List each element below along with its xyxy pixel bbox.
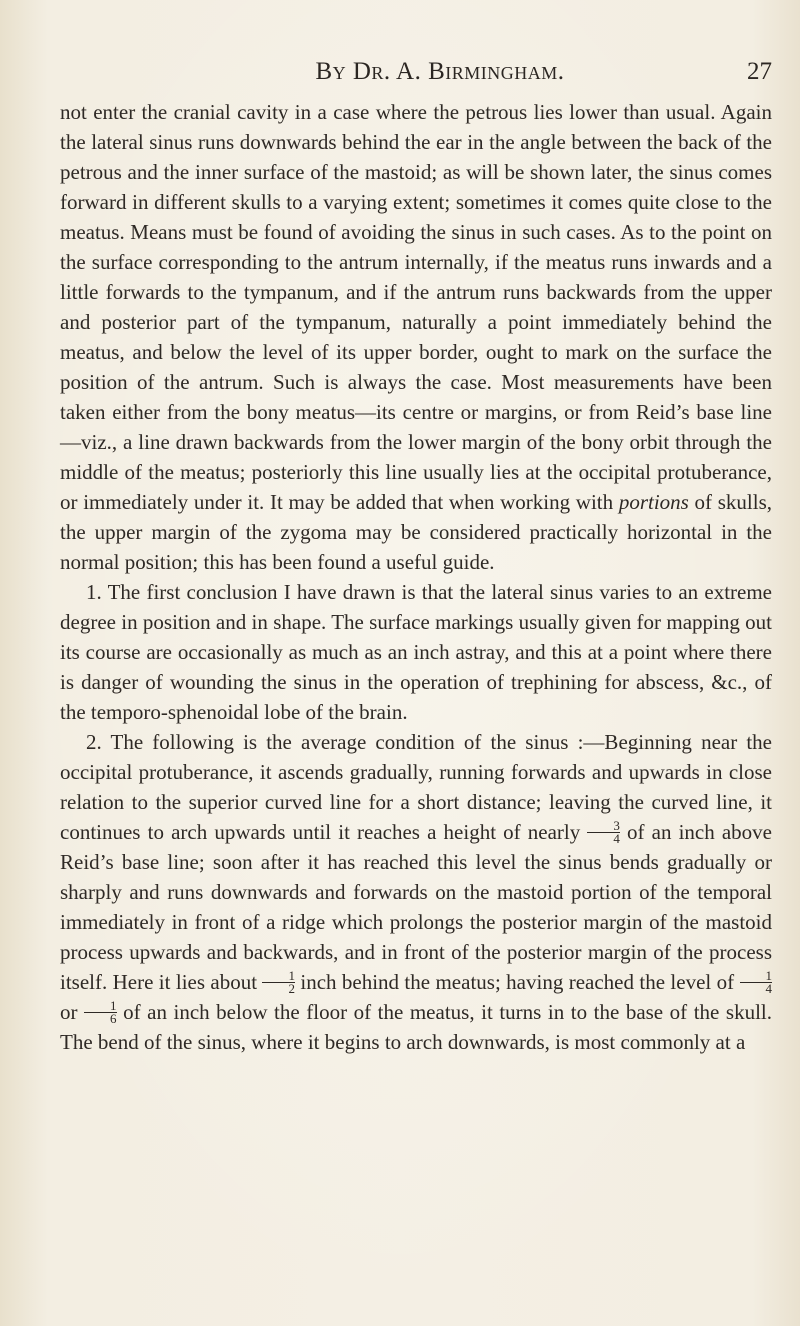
- fraction-numerator: 1: [262, 970, 295, 983]
- italic-word: portions: [618, 490, 689, 514]
- paragraph-continuation: [60, 97, 772, 577]
- paragraph-text: 1. The first conclusion I have drawn is that the lateral sinus varies to an extreme degree in position and in shape. The surface markings usually given for mapping out its course are occasionally as much as an inch astray, and this at a point where there is danger of wounding the sinus in the operation of trephining for abscess, &c., of the temporo-sphenoidal lobe of the brain.: [60, 580, 772, 724]
- fraction-numerator: 1: [84, 1000, 117, 1013]
- fraction: [587, 817, 620, 846]
- fraction-denominator: 2: [288, 980, 295, 996]
- paragraph-text: of an inch above Reid’s base line; soon after it has reached this level the sinus bends gradually or sharply and runs downwards and forwards on the mastoid portion of the temporal immediately in front of a ridge which prolongs the posterior margin of the mastoid process upwards and backwards, and in front of the posterior margin of the process itself. Here it lies about: [60, 820, 772, 994]
- running-head: By Dr. A. Birmingham.: [315, 58, 565, 85]
- paragraph-text: or: [60, 1000, 85, 1024]
- paragraph-text: not enter the cranial cavity in a case where the petrous lies lower than usual. Again the lateral sinus runs downwards behind the ear in the angle between the back of the petrous and the inner surface of the mastoid; as will be shown later, the sinus comes forward in different skulls to a varying extent; sometimes it comes quite close to the meatus. Means must be found of avoiding the sinus in such cases. As to the point on the surface corresponding to the antrum internally, if the meatus runs inwards and a little forwards to the tympanum, and if the antrum runs backwards from the upper and posterior part of the tympanum, naturally a point immediately behind the meatus, and below the level of its upper border, ought to mark on the surface the position of the antrum. Such is always the case. Most measurements have been taken either from the bony meatus—its centre or margins, or from Reid’s base line—viz., a line drawn backwards from the lower margin of the bony orbit through the middle of the meatus; posteriorly this line usually lies at the occipital protuberance, or immediately under it. It may be added that when working with: [60, 100, 772, 514]
- fraction-numerator: 3: [587, 820, 620, 833]
- fraction-denominator: 4: [613, 830, 620, 846]
- fraction: [740, 967, 773, 996]
- paragraph-conclusion-1: [60, 577, 772, 727]
- fraction: [262, 967, 295, 996]
- page-header: [60, 58, 772, 92]
- fraction: [84, 997, 117, 1026]
- paragraph-text: 2. The following is the average condition of the sinus :—Beginning near the occipital protuberance, it ascends gradually, running forwards and upwards in close relation to the superior curved line for a short distance; leaving the curved line, it continues to arch upwards until it reaches a height of nearly: [60, 730, 772, 844]
- fraction-denominator: 4: [765, 980, 772, 996]
- body-text: [60, 97, 772, 1057]
- fraction-numerator: 1: [740, 970, 773, 983]
- paragraph-text: inch behind the meatus; having reached the level of: [294, 970, 740, 994]
- paragraph-text: of skulls, the upper margin of the zygoma may be considered practically horizontal in the normal position; this has been found a useful guide.: [60, 490, 772, 574]
- page-number: 27: [747, 58, 772, 85]
- paragraph-text: of an inch below the floor of the meatus, it turns in to the base of the skull. The bend of the sinus, where it begins to arch downwards, is most commonly at a: [60, 1000, 772, 1054]
- fraction-denominator: 6: [110, 1010, 117, 1026]
- paragraph-conclusion-2: [60, 727, 772, 1057]
